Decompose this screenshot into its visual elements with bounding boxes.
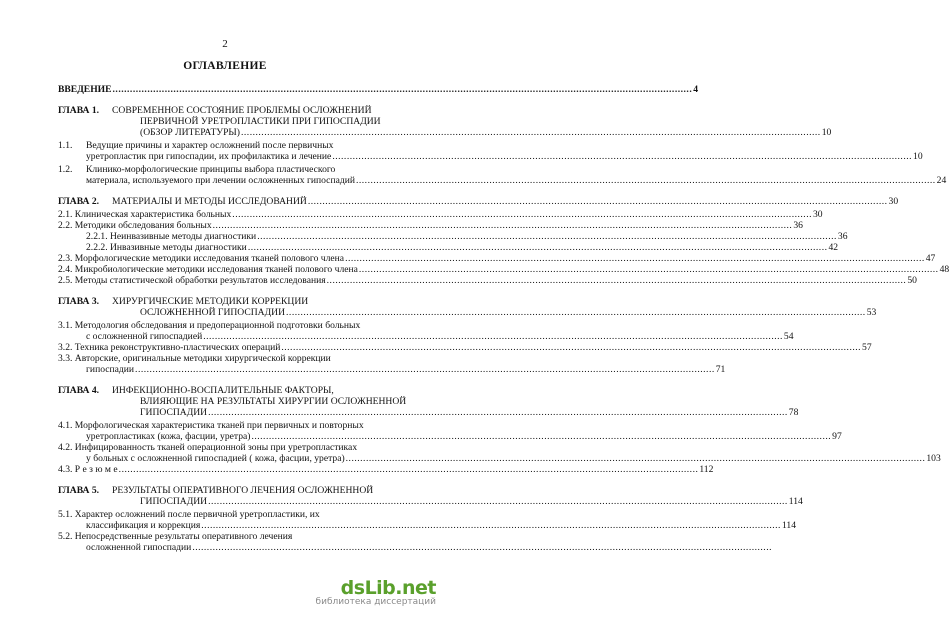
chapter-label: ГЛАВА 4.: [58, 385, 100, 396]
toc-section-2-4[interactable]: 2.4. Микробиологические методики исследования тканей полового члена ..... 48: [58, 264, 418, 275]
chapter-title-line: ПЕРВИЧНОЙ УРЕТРОПЛАСТИКИ ПРИ ГИПОСПАДИИ: [140, 116, 381, 127]
toc-section-3-3[interactable]: 3.3. Авторские, оригинальные методики хирургической коррекции гипоспадии ..... 71: [58, 353, 418, 375]
toc-intro[interactable]: [58, 84, 699, 95]
chapter-title-line: ОСЛОЖНЕННОЙ ГИПОСПАДИИ: [140, 307, 286, 318]
toc-section-2-2-2[interactable]: 2.2.2. Инвазивные методы диагностики ..... 42: [58, 242, 418, 253]
watermark[interactable]: [286, 577, 436, 607]
section-page: 24: [936, 175, 947, 186]
section-title-line: Ведущие причины и характер осложнений после первичных: [86, 140, 334, 151]
toc-section-2-3[interactable]: 2.3. Морфологические методики исследования тканей полового члена ..... 47: [58, 253, 418, 264]
chapter-page: 30: [888, 196, 899, 207]
page-title: ОГЛАВЛЕНИЕ: [183, 60, 267, 72]
toc-section-5-2[interactable]: 5.2. Непосредственные результаты оперативного лечения осложненной гипоспадии .....: [58, 531, 418, 553]
section-title-line: уретропластик при гипоспадии, их профилактика и лечение: [86, 151, 332, 162]
chapter-title-line: ХИРУРГИЧЕСКИЕ МЕТОДИКИ КОРРЕКЦИИ: [112, 296, 309, 307]
toc-section-2-2-1[interactable]: 2.2.1. Неинвазивные методы диагностики ..... 36: [58, 231, 418, 242]
toc-section-2-1[interactable]: 2.1. Клиническая характеристика больных ..... 30: [58, 209, 418, 220]
toc-section-4-3[interactable]: 4.3. Р е з ю м е ..... 112: [58, 464, 418, 475]
chapter-title-line: ГИПОСПАДИИ: [140, 407, 208, 418]
toc-intro-label: ВВЕДЕНИЕ: [58, 84, 112, 95]
toc-section-1-2[interactable]: [58, 164, 947, 186]
section-title-line: Клинико-морфологические принципы выбора пластического: [86, 164, 336, 175]
chapter-title-line: ВЛИЯЮЩИЕ НА РЕЗУЛЬТАТЫ ХИРУРГИИ ОСЛОЖНЕННОЙ: [140, 396, 407, 407]
chapter-title-line: МАТЕРИАЛЫ И МЕТОДЫ ИССЛЕДОВАНИЙ: [112, 196, 307, 207]
section-number: 1.2.: [58, 164, 73, 175]
section-title-line: материала, используемого при лечении осложненных гипоспадий: [86, 175, 355, 186]
toc-chapter-4[interactable]: [58, 385, 799, 418]
chapter-title-line: РЕЗУЛЬТАТЫ ОПЕРАТИВНОГО ЛЕЧЕНИЯ ОСЛОЖНЕННОЙ: [112, 485, 374, 496]
chapter-title-line: СОВРЕМЕННОЕ СОСТОЯНИЕ ПРОБЛЕМЫ ОСЛОЖНЕНИЙ: [112, 105, 372, 116]
chapter-title-line: (ОБЗОР ЛИТЕРАТУРЫ): [140, 127, 240, 138]
toc-section-2-2[interactable]: 2.2. Методики обследования больных ..... 36: [58, 220, 418, 231]
chapter-title-line: ИНФЕКЦИОННО-ВОСПАЛИТЕЛЬНЫЕ ФАКТОРЫ,: [112, 385, 334, 396]
toc-intro-page: 4: [693, 84, 699, 95]
toc-section-2-5[interactable]: 2.5. Методы статистической обработки результатов исследования ..... 50: [58, 275, 418, 286]
section-page: 10: [913, 151, 923, 162]
chapter-page: 114: [788, 496, 803, 507]
toc-section-4-2[interactable]: 4.2. Инфицированность тканей операционной зоны при уретропластиках у больных с осложненной гипоспадией ( кожа, фасции, уретра) ..... 103: [58, 442, 418, 464]
chapter-page: 78: [788, 407, 799, 418]
table-of-contents: [58, 84, 949, 553]
toc-section-3-2[interactable]: 3.2. Техника реконструктивно-пластических операций ..... 57: [58, 342, 418, 353]
chapter-label: ГЛАВА 1.: [58, 105, 100, 116]
chapter-label: ГЛАВА 5.: [58, 485, 100, 496]
section-number: 1.1.: [58, 140, 73, 151]
toc-section-5-1[interactable]: 5.1. Характер осложнений после первичной уретропластики, их классификация и коррекция ..... 114: [58, 509, 418, 531]
chapter-page: 10: [821, 127, 832, 138]
toc-chapter-1[interactable]: [58, 105, 832, 138]
toc-section-3-1[interactable]: 3.1. Методология обследования и предоперационной подготовки больных с осложненной гипоспадией ..... 54: [58, 320, 418, 342]
chapter-label: ГЛАВА 3.: [58, 296, 100, 307]
toc-chapter-2[interactable]: [58, 196, 899, 207]
page-number: 2: [222, 38, 228, 50]
chapter-page: 53: [866, 307, 877, 318]
watermark-subtitle: библиотека диссертаций: [315, 597, 436, 607]
toc-chapter-3[interactable]: [58, 296, 877, 318]
chapter-label: ГЛАВА 2.: [58, 196, 100, 207]
chapter-title-line: ГИПОСПАДИИ: [140, 496, 208, 507]
watermark-logo: dsLib.net: [340, 577, 436, 599]
toc-section-4-1[interactable]: 4.1. Морфологическая характеристика тканей при первичных и повторных уретропластиках (кожа, фасции, уретра) ..... 97: [58, 420, 418, 442]
toc-chapter-5[interactable]: [58, 485, 803, 507]
toc-section-1-1[interactable]: [58, 140, 923, 162]
